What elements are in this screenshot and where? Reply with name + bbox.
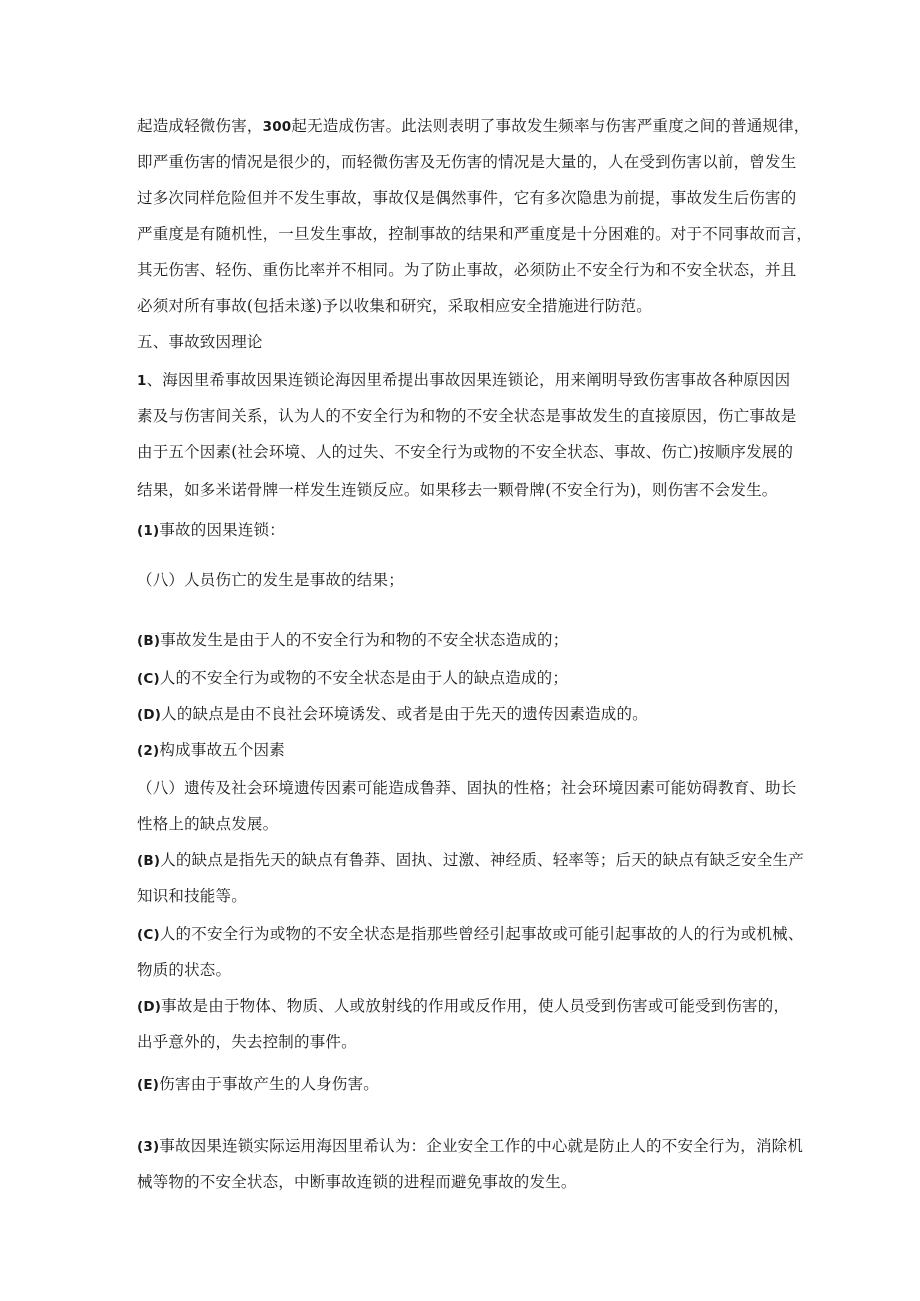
sub1-item-b: (B)事故发生是由于人的不安全行为和物的不安全状态造成的； bbox=[137, 631, 569, 649]
sub2-item-b-line-2: 知识和技能等。 bbox=[137, 887, 247, 905]
section-heading: 五、事故致因理论 bbox=[137, 333, 263, 351]
sub3-line-2: 械等物的不安全状态，中断事故连锁的进程而避免事故的发生。 bbox=[137, 1173, 577, 1191]
para1-line-2: 即严重伤害的情况是很少的，而轻微伤害及无伤害的情况是大量的，人在受到伤害以前，曾发生 bbox=[137, 153, 797, 171]
sub3-line-1: (3)事故因果连锁实际运用海因里希认为：企业安全工作的中心就是防止人的不安全行为，消除机 bbox=[137, 1137, 804, 1155]
para2-line-2: 素及与伤害间关系，认为人的不安全行为和物的不安全状态是事故发生的直接原因，伤亡事故是 bbox=[137, 407, 797, 425]
sub1-item-a: （八）人员伤亡的发生是事故的结果； bbox=[137, 571, 404, 589]
sub2-item-c-line-1: (C)人的不安全行为或物的不安全状态是指那些曾经引起事故或可能引起事故的人的行为或机械、 bbox=[137, 925, 804, 943]
sub1-item-c: (C)人的不安全行为或物的不安全状态是由于人的缺点造成的； bbox=[137, 669, 569, 687]
sub2-item-d-line-2: 出乎意外的，失去控制的事件。 bbox=[137, 1033, 357, 1051]
sub2-item-a-line-2: 性格上的缺点发展。 bbox=[137, 815, 279, 833]
para1-line-4: 严重度是有随机性，一旦发生事故，控制事故的结果和严重度是十分困难的。对于不同事故而言， bbox=[137, 225, 813, 243]
sub2-item-d-line-1: (D)事故是由于物体、物质、人或放射线的作用或反作用，使人员受到伤害或可能受到伤害的， bbox=[137, 997, 790, 1015]
sub1-heading: (1)事故的因果连锁： bbox=[137, 521, 285, 539]
sub2-item-b-line-1: (B)人的缺点是指先天的缺点有鲁莽、固执、过激、神经质、轻率等；后天的缺点有缺乏安全生产 bbox=[137, 851, 804, 869]
para2-line-1: 1、海因里希事故因果连锁论海因里希提出事故因果连锁论，用来阐明导致伤害事故各种原因因 bbox=[137, 371, 791, 389]
para2-line-4: 结果，如多米诺骨牌一样发生连锁反应。如果移去一颗骨牌(不安全行为)，则伤害不会发生。 bbox=[137, 481, 778, 499]
para2-line-3: 由于五个因素(社会环境、人的过失、不安全行为或物的不安全状态、事故、伤亡)按顺序发展的 bbox=[137, 443, 794, 461]
para1-line-5: 其无伤害、轻伤、重伤比率并不相同。为了防止事故，必须防止不安全行为和不安全状态，并且 bbox=[137, 261, 797, 279]
sub1-item-d: (D)人的缺点是由不良社会环境诱发、或者是由于先天的遗传因素造成的。 bbox=[137, 705, 648, 723]
para1-line-6: 必须对所有事故(包括未遂)予以收集和研究，采取相应安全措施进行防范。 bbox=[137, 297, 652, 315]
para1-line-1: 起造成轻微伤害，300起无造成伤害。此法则表明了事故发生频率与伤害严重度之间的普通规律， bbox=[137, 117, 810, 135]
sub2-item-e: (E)伤害由于事故产生的人身伤害。 bbox=[137, 1075, 379, 1093]
sub2-item-c-line-2: 物质的状态。 bbox=[137, 961, 232, 979]
para1-line-3: 过多次同样危险但并不发生事故，事故仅是偶然事件，它有多次隐患为前提，事故发生后伤害的 bbox=[137, 189, 797, 207]
sub2-heading: (2)构成事故五个因素 bbox=[137, 741, 285, 759]
sub2-item-a-line-1: （八）遗传及社会环境遗传因素可能造成鲁莽、固执的性格；社会环境因素可能妨碍教育、助长 bbox=[137, 779, 797, 797]
